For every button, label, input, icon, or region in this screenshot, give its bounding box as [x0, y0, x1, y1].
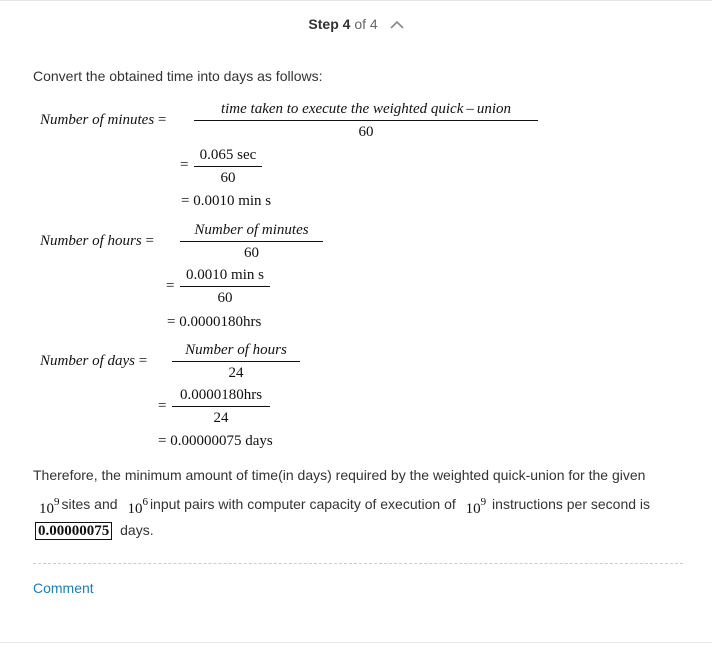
step-total: of 4	[354, 16, 378, 32]
days-label: Number of days =	[40, 353, 148, 369]
answer-box: 0.00000075	[35, 522, 112, 540]
days-fraction-1: Number of hours 24	[172, 342, 300, 382]
power-pairs: $10^6$	[127, 496, 148, 517]
intro-text: Convert the obtained time into days as follows:	[33, 68, 323, 84]
conclusion-paragraph: Therefore, the minimum amount of time(in days) required by the weighted quick-union for the given $10^9$ sites and $10^6$ input pairs with computer capacity of execution of $10^9$ instructions per second is 0.00000075 days.	[33, 467, 651, 539]
hours-fraction-2: 0.0010 min s 60	[180, 267, 270, 307]
bottom-divider	[0, 642, 712, 643]
days-eq-2: =	[158, 398, 167, 414]
minutes-result: = 0.0010 min s	[181, 193, 272, 209]
hours-eq-2: =	[166, 278, 175, 294]
step-label: Step 4	[308, 16, 351, 32]
chevron-up-icon[interactable]	[390, 20, 404, 30]
step-header[interactable]	[0, 16, 712, 32]
section-divider	[33, 563, 683, 564]
days-result: = 0.00000075 days	[158, 433, 273, 449]
days-fraction-2: 0.0000180hrs 24	[172, 387, 270, 427]
hours-result: = 0.0000180hrs	[167, 314, 262, 330]
minutes-fraction-2: 0.065 sec 60	[194, 147, 262, 187]
minutes-fraction-1: time taken to execute the weighted quick – union 60	[194, 101, 538, 141]
comment-link[interactable]: Comment	[33, 580, 94, 596]
hours-fraction-1: Number of minutes 60	[180, 222, 323, 262]
minutes-label: Number of minutes =	[40, 112, 167, 128]
hours-label: Number of hours =	[40, 233, 154, 249]
top-divider	[0, 0, 712, 1]
power-sites: $10^9$	[39, 496, 60, 517]
power-instructions: $10^9$	[465, 496, 487, 517]
minutes-eq-2: =	[180, 157, 189, 173]
